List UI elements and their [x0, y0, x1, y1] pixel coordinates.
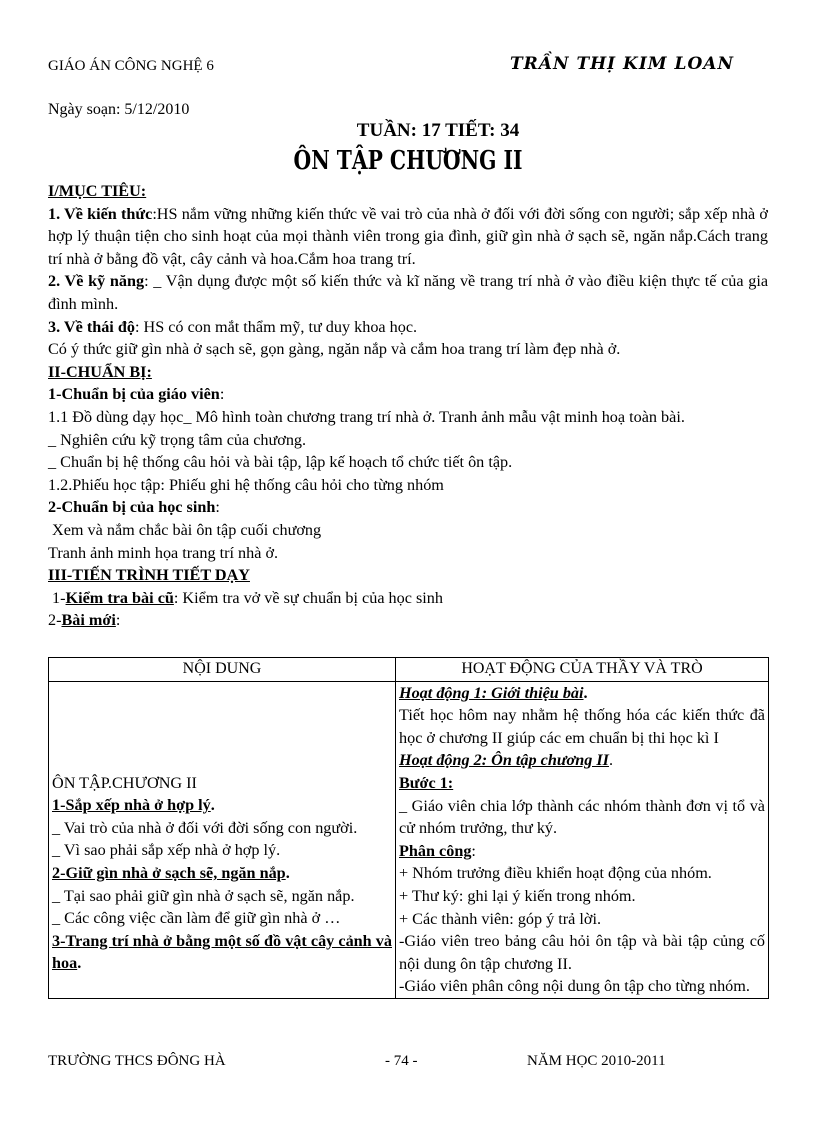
- prep-teacher-line: 1.2.Phiếu học tập: Phiếu ghi hệ thống câu hỏi cho từng nhóm: [48, 475, 444, 494]
- prep-teacher-line: 1.1 Đồ dùng dạy học_ Mô hình toàn chương trang trí nhà ở. Tranh ảnh mẫu vật minh hoạ toàn bài.: [48, 407, 685, 426]
- objective-attitude: 3. Về thái độ: HS có con mắt thẩm mỹ, tư duy khoa học.: [48, 317, 418, 336]
- content-heading-2: 2-Giữ gìn nhà ở sạch sẽ, ngăn nắp.: [52, 863, 290, 882]
- prep-teacher-heading: 1-Chuẩn bị của giáo viên:: [48, 385, 225, 404]
- section-preparation: II-CHUẨN BỊ:: [48, 362, 152, 381]
- content-heading-3: 3-Trang trí nhà ở bằng một số đồ vật cây cảnh và hoa.: [52, 931, 392, 973]
- content-heading-1: 1-Sắp xếp nhà ở hợp lý.: [52, 796, 215, 815]
- prep-teacher-line: _ Chuẩn bị hệ thống câu hỏi và bài tập, lập kế hoạch tổ chức tiết ôn tập.: [48, 453, 513, 472]
- activity-line: + Thư ký: ghi lại ý kiến trong nhóm.: [399, 886, 636, 905]
- content-line: _ Vì sao phải sắp xếp nhà ở hợp lý.: [52, 841, 281, 860]
- procedure-new-lesson: 2-Bài mới:: [48, 611, 121, 630]
- activity-line: -Giáo viên phân công nội dung ôn tập cho từng nhóm.: [399, 977, 750, 996]
- footer-page-number: - 74 -: [385, 1053, 418, 1069]
- content-line: _ Vai trò của nhà ở đối với đời sống con người.: [52, 818, 358, 837]
- objective-attitude-extra: Có ý thức giữ gìn nhà ở sạch sẽ, gọn gàng, ngăn nắp và cắm hoa trang trí làm đẹp nhà ở.: [48, 340, 621, 359]
- step-text: _ Giáo viên chia lớp thành các nhóm thành đơn vị tổ và cử nhóm trưởng, thư ký.: [399, 796, 765, 838]
- chapter-label: ÔN TẬP.CHƯƠNG II: [52, 773, 197, 792]
- activity-line: -Giáo viên treo bảng câu hỏi ôn tập và bài tập củng cố nội dung ôn tập chương II.: [399, 932, 765, 973]
- week-lesson: TUẦN: 17 TIẾT: 34: [356, 120, 520, 141]
- lesson-title: ÔN TẬP CHƯƠNG II: [293, 146, 523, 176]
- prep-student-line: Xem và nắm chắc bài ôn tập cuối chương: [48, 520, 322, 539]
- col-activities-header: HOẠT ĐỘNG CỦA THẦY VÀ TRÒ: [396, 658, 769, 682]
- assign-label: Phân công:: [399, 841, 476, 860]
- activity-2-heading: Hoạt động 2: Ôn tập chương II.: [399, 751, 614, 770]
- content-line: _ Tại sao phải giữ gìn nhà ở sạch sẽ, ngăn nắp.: [52, 886, 355, 905]
- step-label: Bước 1:: [399, 773, 454, 792]
- lesson-body: [48, 180, 768, 632]
- objective-skills: 2. Về kỹ năng: _ Vận dụng được một số kiến thức và kĩ năng về trang trí nhà ở vào điều kiện thực tế của gia đình mình.: [48, 272, 768, 313]
- prep-teacher-line: _ Nghiên cứu kỹ trọng tâm của chương.: [48, 430, 307, 449]
- activities-cell: [396, 681, 769, 998]
- prep-date: Ngày soạn: 5/12/2010: [48, 101, 190, 118]
- activity-1-text: Tiết học hôm nay nhằm hệ thống hóa các kiến thức đã học ở chương II giúp các em chuẩn bị thi học kì I: [399, 706, 765, 747]
- prep-student-line: Tranh ảnh minh họa trang trí nhà ở.: [48, 543, 279, 562]
- section-objectives: I/MỤC TIÊU:: [48, 182, 147, 200]
- content-cell: [49, 681, 396, 998]
- activity-line: + Các thành viên: góp ý trả lời.: [399, 909, 602, 928]
- content-line: _ Các công việc cần làm để giữ gìn nhà ở …: [52, 909, 341, 928]
- activity-1-heading: Hoạt động 1: Giới thiệu bài.: [399, 683, 588, 702]
- activity-line: + Nhóm trưởng điều khiển hoạt động của nhóm.: [399, 864, 712, 883]
- lesson-table: [48, 657, 769, 999]
- header-author: TRẦN THỊ KIM LOAN: [510, 54, 734, 74]
- objective-knowledge: 1. Về kiến thức:HS nắm vững những kiến thức về vai trò của nhà ở đối với đời sống con người; sắp xếp nhà ở hợp lý thuận tiện cho sinh hoạt của mọi thành viên trong gia đình, giữ gìn nhà ở sạch sẽ, ngăn nắp.Cách trang trí nhà ở bằng đồ vật, cây cảnh và hoa.Cắm hoa trang trí.: [48, 204, 768, 268]
- procedure-review: 1-Kiểm tra bài cũ: Kiểm tra vở về sự chuẩn bị của học sinh: [48, 588, 443, 607]
- footer-school: TRƯỜNG THCS ĐÔNG HÀ: [48, 1053, 226, 1069]
- col-content-header: NỘI DUNG: [49, 658, 396, 682]
- section-procedure: III-TIẾN TRÌNH TIẾT DẠY: [48, 566, 250, 585]
- prep-student-heading: 2-Chuẩn bị của học sinh:: [48, 498, 220, 517]
- footer-school-year: NĂM HỌC 2010-2011: [527, 1053, 666, 1069]
- header-subject: GIÁO ÁN CÔNG NGHỆ 6: [48, 58, 214, 74]
